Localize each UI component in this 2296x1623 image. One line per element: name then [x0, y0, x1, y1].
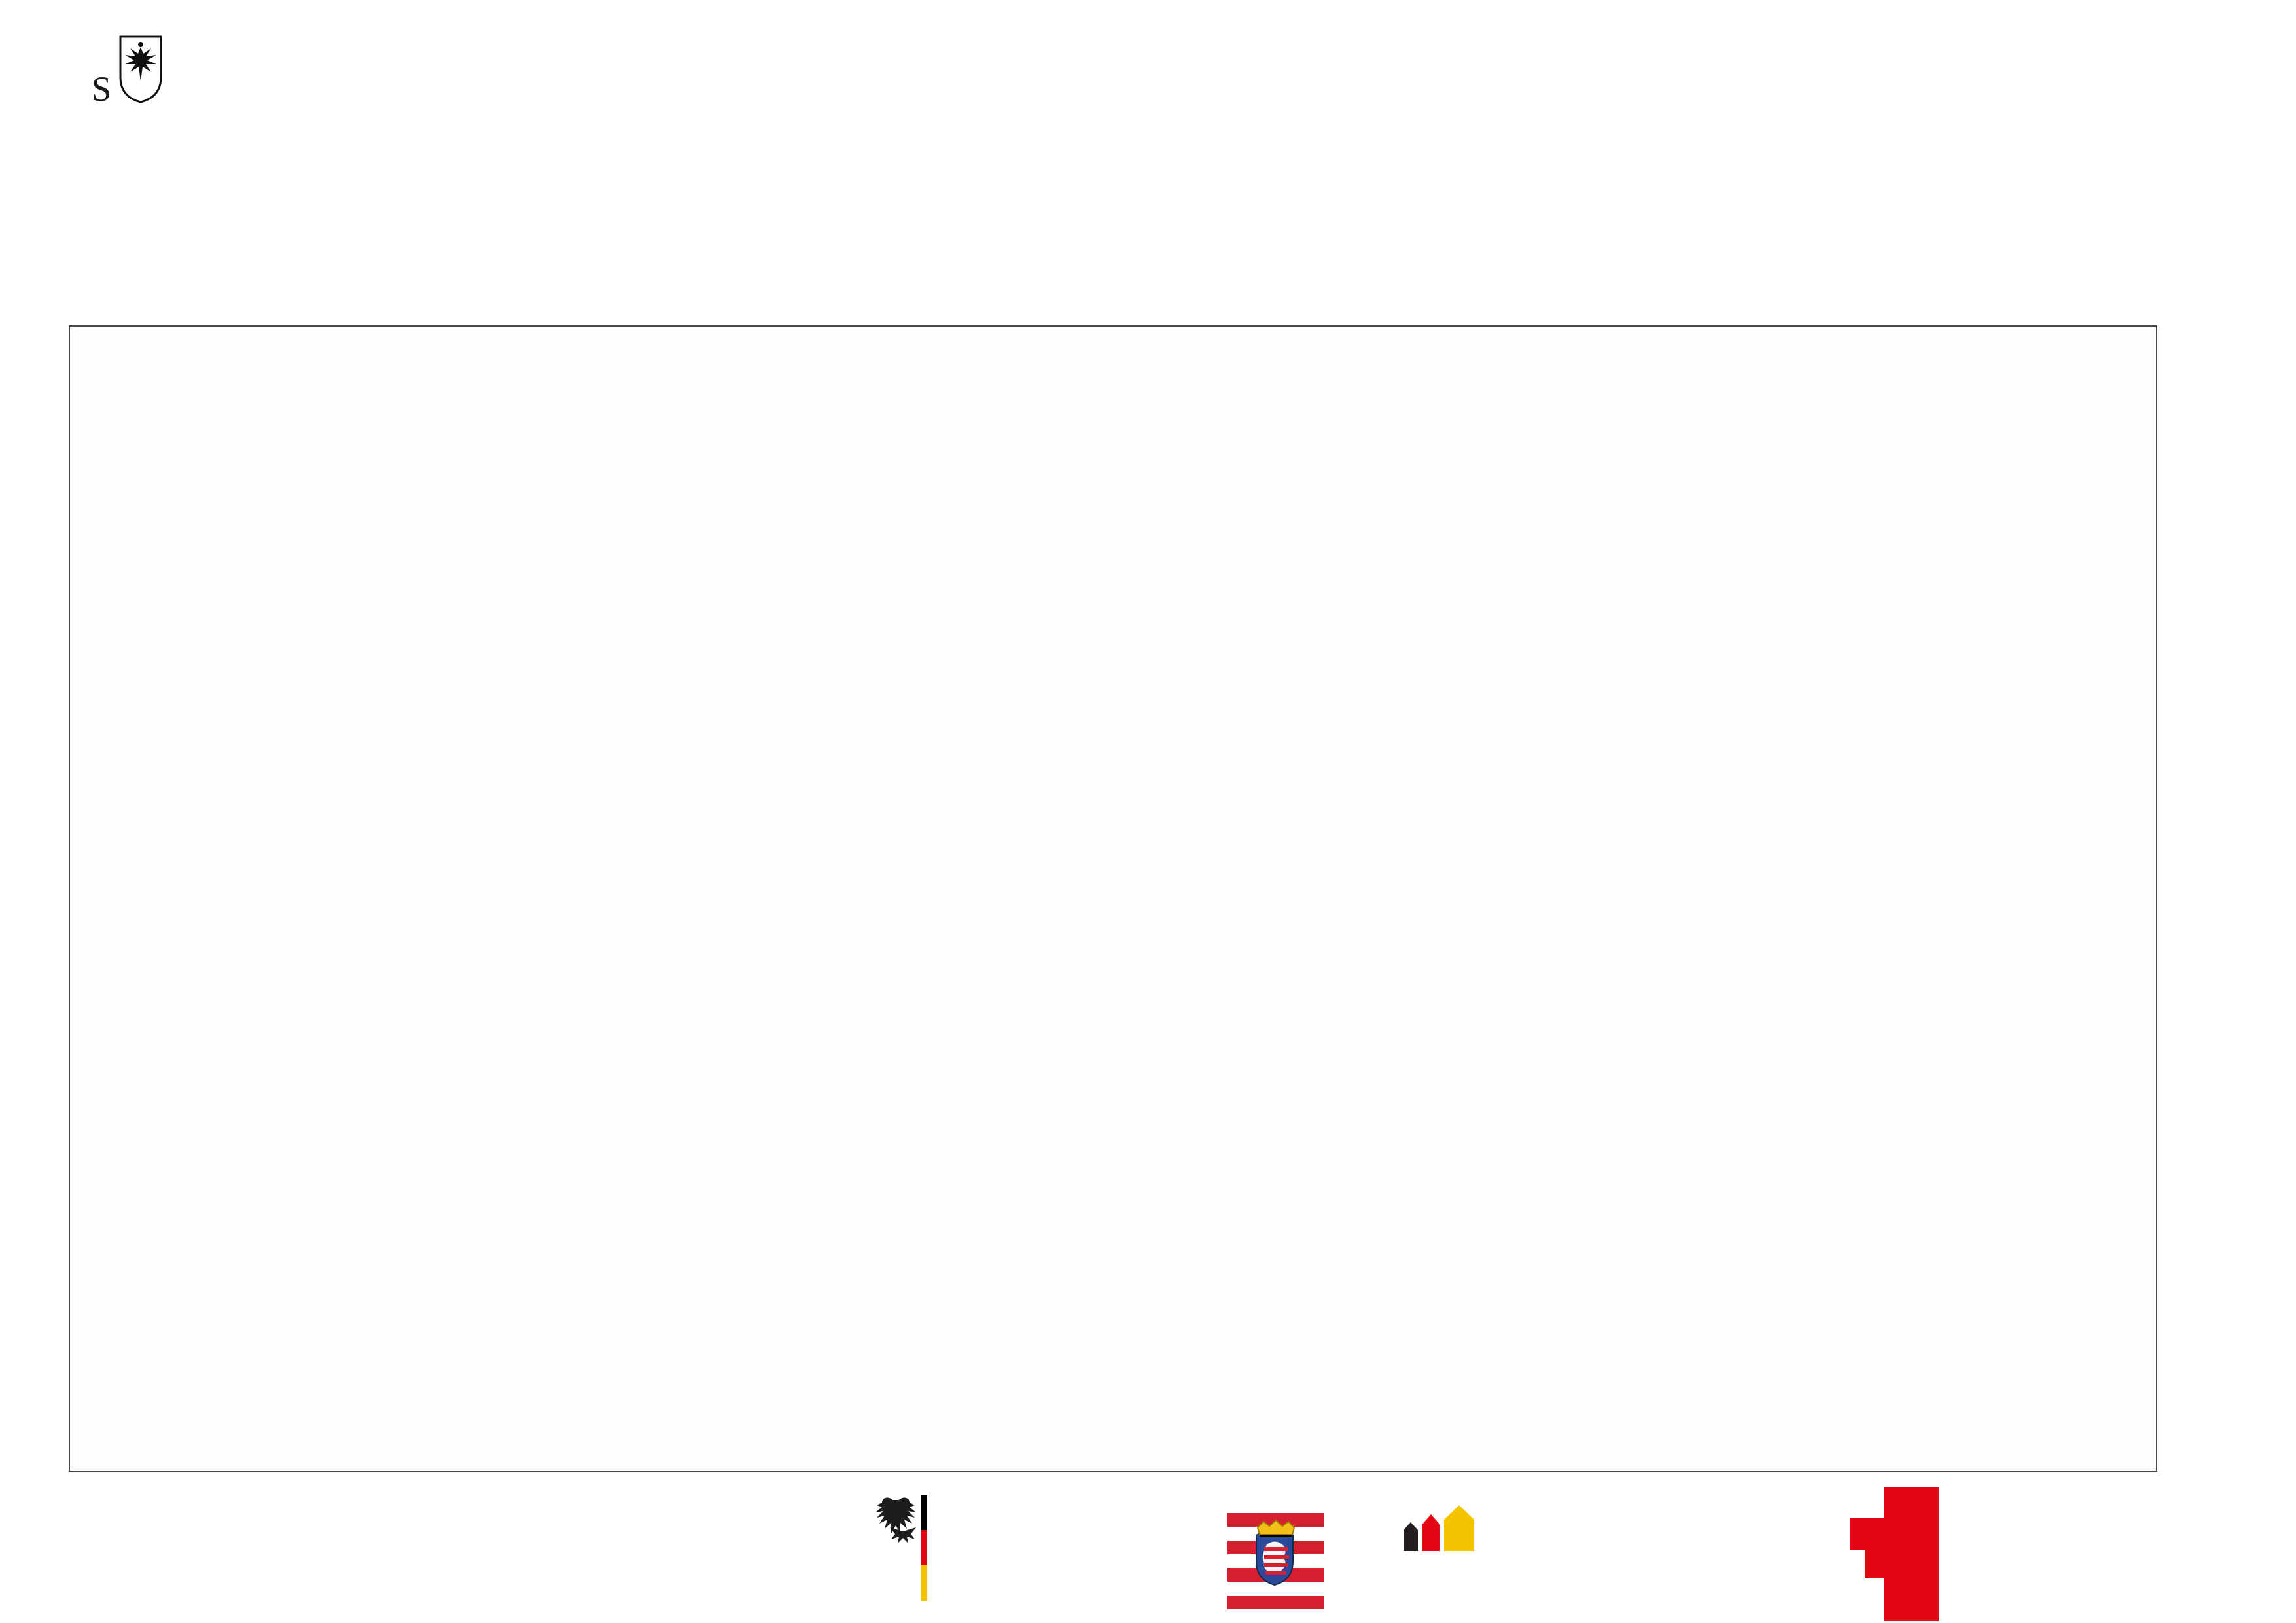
eu-flag-footer [357, 1495, 567, 1604]
bundesadler-icon [875, 1498, 916, 1543]
eu-flag-large [1832, 110, 2189, 344]
hessen-shield-icon [1256, 1520, 1294, 1585]
city-prefix-label: S [92, 69, 113, 109]
hessen-flag [1227, 1513, 1324, 1613]
frankfurt-eagle-crest-icon [119, 35, 162, 103]
frankfurt-city-logo [92, 31, 510, 109]
cadastral-map [69, 325, 2157, 1472]
staedtebaufoerderung-houses-icon [1404, 1505, 1489, 1574]
wachstum-logo-small [1563, 1483, 1822, 1623]
stadtplanungsamt-icon [1850, 1487, 1939, 1623]
bund-logo [872, 1493, 950, 1607]
